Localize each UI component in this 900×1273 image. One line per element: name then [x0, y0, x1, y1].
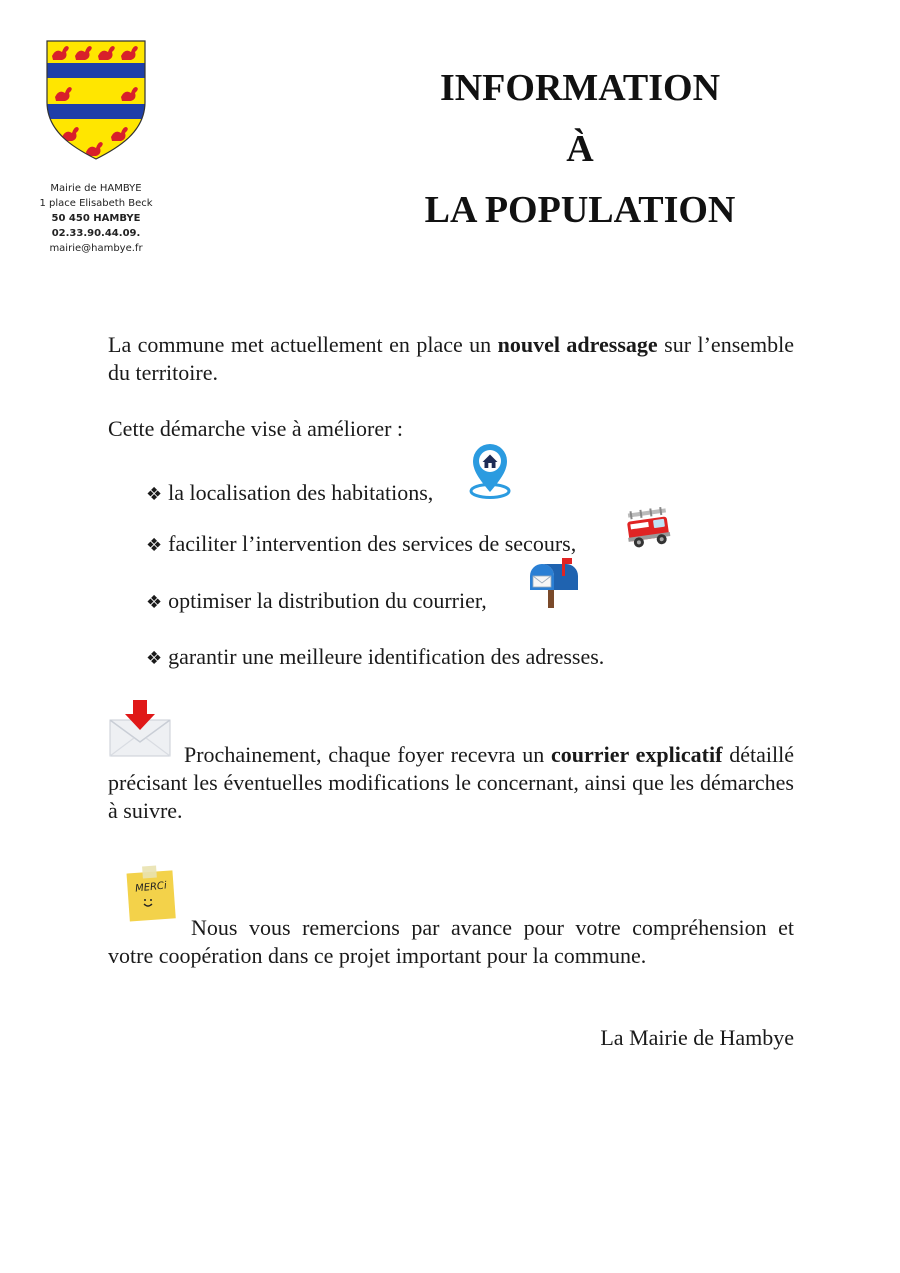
title-line: INFORMATION: [439, 67, 721, 109]
list-item: ❖ optimiser la distribution du courrier,: [146, 588, 487, 613]
title-line: À: [566, 128, 594, 170]
diamond-bullet-icon: ❖: [146, 484, 163, 505]
thanks-paragraph: Nous vous remercions par avance pour votre compréhension et votre coopération dans ce projet important pour la commune.: [108, 915, 794, 968]
address-phone: 02.33.90.44.09.: [51, 228, 141, 239]
address-line: Mairie de HAMBYE: [50, 183, 142, 194]
notice-emphasis: courrier explicatif: [551, 742, 723, 767]
page-title: [360, 58, 800, 241]
mailbox-icon: [526, 556, 580, 608]
intro-paragraph: La commune met actuellement en place un nouvel adressage sur l’ensemble du territoire.: [108, 332, 795, 385]
title-line: LA POPULATION: [424, 189, 736, 231]
diamond-bullet-icon: ❖: [146, 592, 163, 613]
mairie-address: [20, 181, 172, 256]
diamond-bullet-icon: ❖: [146, 535, 163, 556]
list-item: ❖ garantir une meilleure identification des adresses.: [146, 644, 605, 669]
note-label: MERCi: [134, 880, 168, 895]
address-postcode: 50 450 HAMBYE: [51, 213, 141, 224]
address-line: 1 place Elisabeth Beck: [39, 198, 153, 209]
notice-paragraph: Prochainement, chaque foyer recevra un courrier explicatif détaillé précisant les éventuelles modifications le concernant, ainsi que les démarches à suivre.: [108, 742, 794, 823]
list-item: ❖ faciliter l’intervention des services de secours,: [146, 531, 577, 556]
fire-truck-icon: [624, 505, 672, 551]
address-email: mairie@hambye.fr: [49, 243, 143, 254]
intro-emphasis: nouvel adressage: [497, 332, 658, 357]
list-item: ❖ la localisation des habitations,: [146, 480, 434, 505]
hambye-coat-of-arms-icon: [46, 40, 146, 160]
signature: La Mairie de Hambye: [600, 1025, 794, 1050]
home-location-pin-icon: [468, 442, 512, 500]
aims-heading: Cette démarche vise à améliorer :: [108, 416, 404, 441]
diamond-bullet-icon: ❖: [146, 648, 163, 669]
